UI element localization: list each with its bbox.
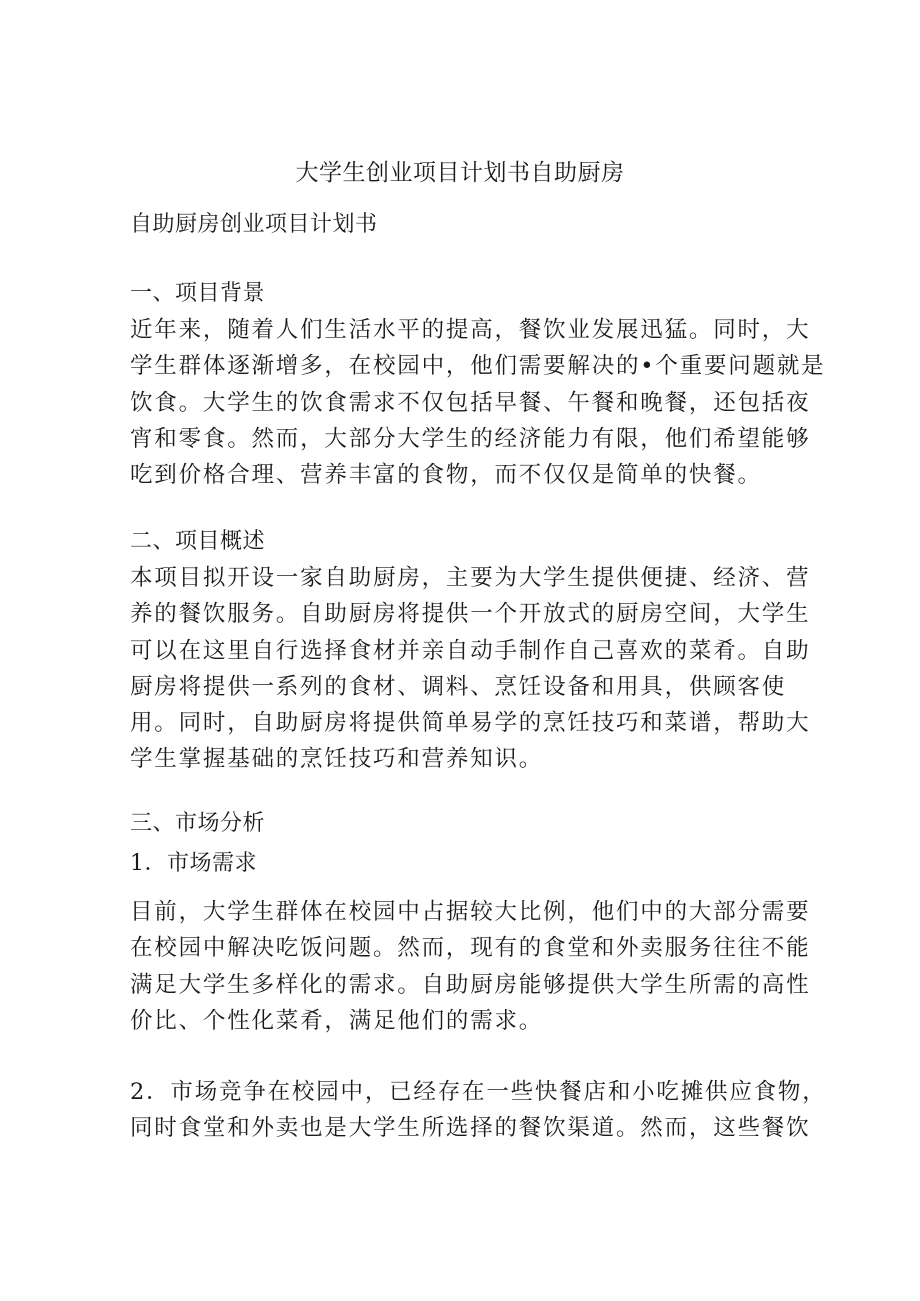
document-title: 大学生创业项目计划书自助厨房 [295, 160, 625, 186]
section-heading-background: 一、项目背景 [130, 281, 266, 306]
paragraph-line: 本项目拟开设一家自助厨房，主要为大学生提供便捷、经济、营 [130, 565, 811, 591]
paragraph-line: 在校园中解决吃饭问题。然而，现有的食堂和外卖服务往往不能 [130, 935, 811, 962]
section-paragraph-competition [130, 1074, 827, 1147]
paragraph-line: 目前，大学生群体在校园中占据较大比例，他们中的大部分需要 [130, 899, 811, 925]
paragraph-line: 价比、个性化菜肴，满足他们的需求。 [130, 1007, 544, 1034]
subsection-heading-demand: 1．市场需求 [130, 851, 257, 876]
section-heading-overview: 二、项目概述 [130, 529, 266, 554]
paragraph-line: 饮食。大学生的饮食需求不仅包括早餐、午餐和晚餐，还包括夜 [130, 389, 811, 416]
paragraph-line: 同时食堂和外卖也是大学生所选择的餐饮渠道。然而，这些餐饮 [130, 1115, 811, 1142]
paragraph-line: 宵和零食。然而，大部分大学生的经济能力有限，他们希望能够 [130, 425, 811, 452]
paragraph-line: 满足大学生多样化的需求。自助厨房能够提供大学生所需的高性 [130, 971, 811, 998]
section-heading-market: 三、市场分析 [130, 811, 266, 836]
paragraph-line: 2．市场竞争在校园中，已经存在一些快餐店和小吃摊供应食物， [130, 1079, 827, 1105]
section-paragraph-demand [130, 894, 811, 1039]
paragraph-line: 用。同时，自助厨房将提供简单易学的烹饪技巧和菜谱，帮助大 [130, 710, 811, 737]
section-paragraph-overview [130, 560, 811, 778]
paragraph-line: 近年来，随着人们生活水平的提高，餐饮业发展迅猛。同时，大 [130, 317, 811, 343]
paragraph-line: 厨房将提供一系列的食材、调料、烹饪设备和用具，供顾客使 [130, 673, 787, 700]
paragraph-line: 学生掌握基础的烹饪技巧和营养知识。 [130, 746, 544, 773]
section-paragraph-background [130, 312, 826, 493]
paragraph-line: 可以在这里自行选择食材并亲自动手制作自己喜欢的菜肴。自助 [130, 637, 811, 664]
paragraph-line: 养的餐饮服务。自助厨房将提供一个开放式的厨房空间，大学生 [130, 601, 811, 628]
paragraph-line: 吃到价格合理、营养丰富的食物，而不仅仅是简单的快餐。 [130, 462, 762, 489]
paragraph-line: 学生群体逐渐增多，在校园中，他们需要解决的•个重要问题就是 [130, 353, 826, 380]
document-subtitle: 自助厨房创业项目计划书 [130, 212, 378, 237]
